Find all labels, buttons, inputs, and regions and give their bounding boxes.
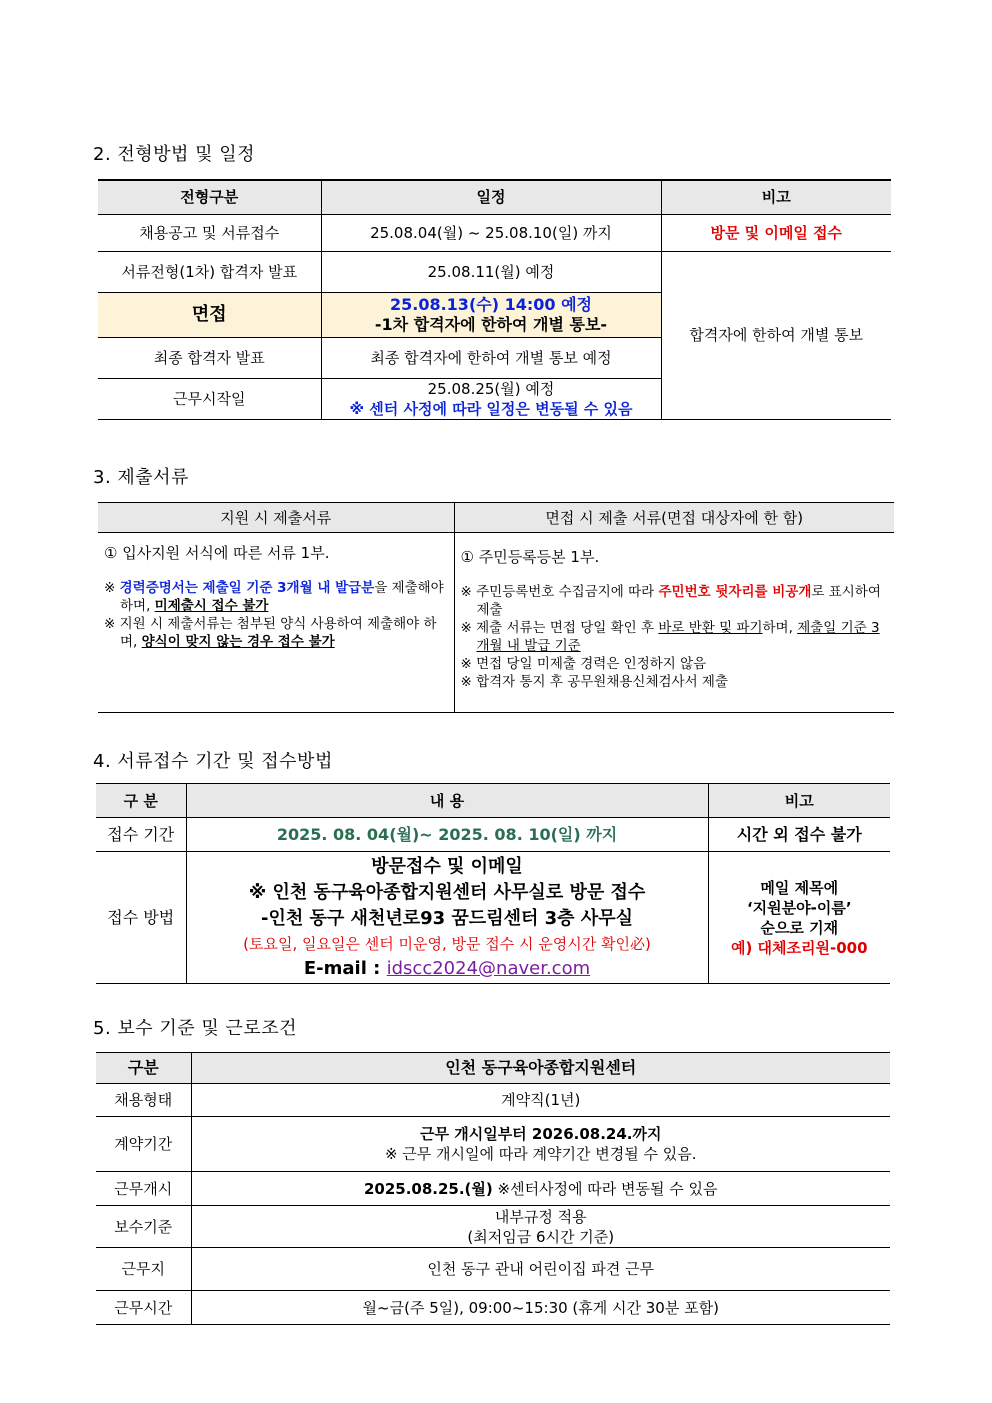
interview-note-1 [461,583,889,619]
apply-note-1 [104,579,448,615]
row-label: 근무개시 [96,1172,191,1206]
interview-note-3: ※ 면접 당일 미제출 경력은 인정하지 않음 [460,656,707,672]
header-center: 인천 동구육아종합지원센터 [191,1053,890,1084]
start-date-bold: 2025.08.25.(월) [363,1179,493,1198]
start-date: 25.08.25(월) 예정 [427,379,555,398]
header-content: 내 용 [186,784,708,818]
method-note-1: 메일 제목에 [760,878,839,897]
row-category: 근무시작일 [98,378,321,419]
apply-item-1: ① 입사지원 서식에 따른 서류 1부. [104,544,330,562]
row-value [191,1117,890,1172]
table-row [96,1291,890,1325]
table-row [96,1206,890,1248]
apply-note-1-highlight: 경력증명서는 제출일 기준 3개월 내 발급분 [119,580,375,596]
row-label: 근무시간 [96,1291,191,1325]
row-schedule: 최종 합격자에 한하여 개별 통보 예정 [321,337,661,378]
interview-note-4: ※ 합격자 통지 후 공무원채용신체검사서 제출 [460,674,729,690]
method-note-2: ‘지원분야-이름’ [746,898,852,917]
header-division: 구분 [96,1053,191,1084]
apply-note-1-warning: 미제출시 접수 불가 [154,598,269,614]
apply-note-2-text: ※ 지원 시 제출서류는 첨부된 양식 사용하여 제출해야 하며, [104,616,437,650]
table-row [98,214,891,251]
interview-note-1-a: ※ 주민등록번호 수집금지에 따라 [460,584,659,600]
period-content: 2025. 08. 04(월)~ 2025. 08. 10(일) 까지 [186,818,708,852]
method-line-1: 방문접수 및 이메일 [371,855,523,877]
submission-table [96,783,890,984]
interview-item-1: ① 주민등록등본 1부. [460,548,600,566]
row-value [191,1172,890,1206]
row-note: 방문 및 이메일 접수 [661,214,891,251]
method-note [708,852,890,984]
method-line-4: (토요일, 일요일은 센터 미운영, 방문 접수 시 운영시간 확인必) [243,934,651,953]
interview-notice: -1차 합격자에 한하여 개별 통보- [374,314,608,334]
section2-title: 2. 전형방법 및 일정 [93,144,256,165]
pay-line-1: 내부규정 적용 [494,1207,587,1226]
row-label: 근무지 [96,1248,191,1291]
apply-docs-cell [98,533,454,713]
table-row [96,1084,890,1117]
row-value: 인천 동구 관내 어린이집 파견 근무 [191,1248,890,1291]
section5-title: 5. 보수 기준 및 근로조건 [93,1018,298,1039]
interview-note-2-u2: 제출일 기준 3개월 내 발급 기준 [476,620,880,654]
interview-note-1-b: 로 표시하여 제출 [476,584,881,618]
header-division: 구 분 [96,784,186,818]
table-row [96,1117,890,1172]
header-note: 비고 [661,180,891,214]
header-apply-docs: 지원 시 제출서류 [98,503,454,533]
documents-table [98,502,894,713]
row-label: 접수 방법 [96,852,186,984]
method-note-4: 예) 대체조리원-000 [730,938,868,957]
row-schedule [321,378,661,419]
apply-note-2 [104,615,448,651]
table-row [96,1172,890,1206]
interview-note-2-u1: 바로 반환 및 파기 [658,620,763,636]
table-row [96,852,890,984]
row-category: 서류전형(1차) 합격자 발표 [98,251,321,292]
contract-line-2: ※ 근무 개시일에 따라 계약기간 변경될 수 있음. [384,1145,697,1163]
apply-note-1-text: 을 제출해야 하며, [120,580,444,614]
row-category: 면접 [98,292,321,337]
row-label: 계약기간 [96,1117,191,1172]
conditions-table [96,1052,890,1325]
note-prefix: ※ [104,580,120,596]
row-label: 접수 기간 [96,818,186,852]
method-line-2: ※ 인천 동구육아종합지원센터 사무실로 방문 접수 [248,881,646,903]
row-label: 보수기준 [96,1206,191,1248]
method-line-3: -인천 동구 새천년로93 꿈드림센터 3층 사무실 [261,907,633,929]
header-interview-docs: 면접 시 제출 서류(면접 대상자에 한 함) [454,503,894,533]
pay-line-2: (최저임금 6시간 기준) [467,1227,615,1246]
header-category: 전형구분 [98,180,321,214]
contract-line-1: 근무 개시일부터 2026.08.24.까지 [420,1125,662,1143]
header-schedule: 일정 [321,180,661,214]
schedule-table [98,179,891,420]
interview-note-2 [461,619,889,655]
email-label: E-mail : [303,957,387,979]
row-value: 계약직(1년) [191,1084,890,1117]
row-value: 월~금(주 5일), 09:00~15:30 (휴게 시간 30분 포함) [191,1291,890,1325]
start-date-rest: ※센터사정에 따라 변동될 수 있음 [492,1179,718,1198]
period-note: 시간 외 접수 불가 [708,818,890,852]
interview-date: 25.08.13(수) 14:00 예정 [389,294,593,314]
interview-note-2-b: 하며, [762,620,798,636]
merged-note: 합격자에 한하여 개별 통보 [661,251,891,419]
apply-note-2-warning: 양식이 맞지 않는 경우 접수 불가 [141,634,335,650]
row-value [191,1206,890,1248]
email-line [191,956,704,982]
row-schedule: 25.08.11(월) 예정 [321,251,661,292]
table-row [96,818,890,852]
method-content [186,852,708,984]
method-note-3: 순으로 기재 [760,918,839,937]
header-note: 비고 [708,784,890,818]
email-link[interactable]: idscc2024@naver.com [386,957,591,979]
row-label: 채용형태 [96,1084,191,1117]
section4-title: 4. 서류접수 기간 및 접수방법 [93,751,333,772]
row-category: 최종 합격자 발표 [98,337,321,378]
table-row [96,1248,890,1291]
row-schedule [321,292,661,337]
table-row [98,251,891,292]
row-category: 채용공고 및 서류접수 [98,214,321,251]
section3-title: 3. 제출서류 [93,467,189,488]
interview-note-2-a: ※ 제출 서류는 면접 당일 확인 후 [460,620,659,636]
row-schedule: 25.08.04(월) ~ 25.08.10(일) 까지 [321,214,661,251]
interview-docs-cell [454,533,894,713]
interview-note-1-highlight: 주민번호 뒷자리를 비공개 [658,584,812,600]
start-date-notice: ※ 센터 사정에 따라 일정은 변동될 수 있음 [349,399,633,418]
